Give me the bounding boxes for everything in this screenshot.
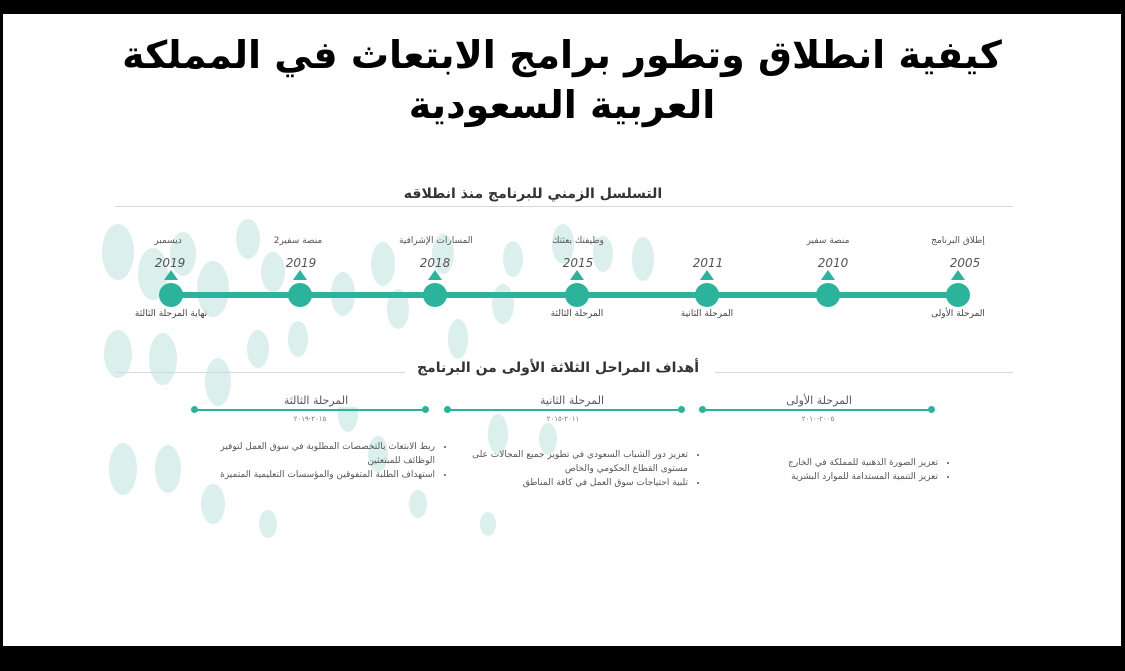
divider xyxy=(715,372,1013,373)
timeline-year: 2015 xyxy=(562,256,594,270)
timeline-year: 2011 xyxy=(692,256,724,270)
timeline-node xyxy=(946,283,970,307)
phase-dot xyxy=(444,406,451,413)
phase-range: ٢٠١١-٢٠١٥ xyxy=(546,415,580,423)
divider xyxy=(115,206,1013,207)
phase-dot xyxy=(699,406,706,413)
phase-line xyxy=(195,409,425,411)
timeline-event: منصة سفير2 xyxy=(273,236,323,246)
timeline-node xyxy=(695,283,719,307)
phase-range: ٢٠١٥-٢٠١٩ xyxy=(293,415,327,423)
timeline-node xyxy=(565,283,589,307)
timeline-marker xyxy=(293,270,307,280)
timeline-phase: نهاية المرحلة الثالثة xyxy=(134,309,208,319)
goal-item: • تلبية احتياجات سوق العمل في كافة المناطق xyxy=(448,476,688,490)
timeline-phase: المرحلة الثانية xyxy=(680,309,734,319)
timeline-event: ديسمبر xyxy=(154,236,182,246)
phase-goals xyxy=(448,448,700,490)
timeline-year: 2019 xyxy=(154,256,186,270)
goal-item: • تعزيز دور الشباب السعودي في تطوير جميع المجالات على مستوى القطاع الحكومي والخاص xyxy=(448,448,688,476)
timeline-event: المسارات الإشرافية xyxy=(399,236,473,246)
timeline-node xyxy=(816,283,840,307)
goal-item: • استهداف الطلبة المتفوقين والمؤسسات التعليمية المتميزة xyxy=(195,468,435,482)
timeline-year: 2018 xyxy=(419,256,451,270)
phase-label: المرحلة الأولى xyxy=(758,394,880,407)
timeline-heading: التسلسل الزمني للبرنامج منذ انطلاقه xyxy=(403,186,663,202)
phase-label: المرحلة الثانية xyxy=(511,394,633,407)
timeline-marker xyxy=(700,270,714,280)
goal-item: • تعزيز الصورة الذهنية للمملكة في الخارج xyxy=(718,456,938,470)
timeline-marker xyxy=(570,270,584,280)
phase-dot xyxy=(191,406,198,413)
timeline-marker xyxy=(164,270,178,280)
phase-dot xyxy=(928,406,935,413)
goals-heading: أهداف المراحل الثلاثة الأولى من البرنامج xyxy=(416,360,700,376)
phase-range: ٢٠٠٥-٢٠١٠ xyxy=(801,415,835,423)
phase-dot xyxy=(678,406,685,413)
phase-goals xyxy=(195,440,447,482)
timeline-node xyxy=(288,283,312,307)
divider xyxy=(115,372,405,373)
timeline-marker xyxy=(951,270,965,280)
timeline-marker xyxy=(821,270,835,280)
timeline-node xyxy=(159,283,183,307)
timeline-event: إطلاق البرنامج xyxy=(931,236,985,246)
phase-dot xyxy=(422,406,429,413)
timeline-event: منصة سفير xyxy=(806,236,850,246)
timeline-event: وظيفتك بعثتك xyxy=(552,236,604,246)
phase-label: المرحلة الثالثة xyxy=(255,394,377,407)
phase-goals xyxy=(718,456,950,484)
goal-item: • تعزيز التنمية المستدامة للموارد البشرية xyxy=(718,470,938,484)
timeline-node xyxy=(423,283,447,307)
timeline-year: 2005 xyxy=(949,256,981,270)
page-title: كيفية انطلاق وتطور برامج الابتعاث في المملكة العربية السعودية xyxy=(122,33,1002,127)
goal-item: • ربط الابتعاث بالتخصصات المطلوبة في سوق العمل لتوفير الوظائف للمبتعثين xyxy=(195,440,435,468)
phase-line xyxy=(703,409,933,411)
slide xyxy=(3,14,1121,646)
phase-line xyxy=(448,409,683,411)
timeline-phase: المرحلة الأولى xyxy=(931,309,985,319)
timeline-marker xyxy=(428,270,442,280)
timeline-phase: المرحلة الثالثة xyxy=(550,309,604,319)
timeline-year: 2019 xyxy=(285,256,317,270)
timeline-year: 2010 xyxy=(817,256,849,270)
